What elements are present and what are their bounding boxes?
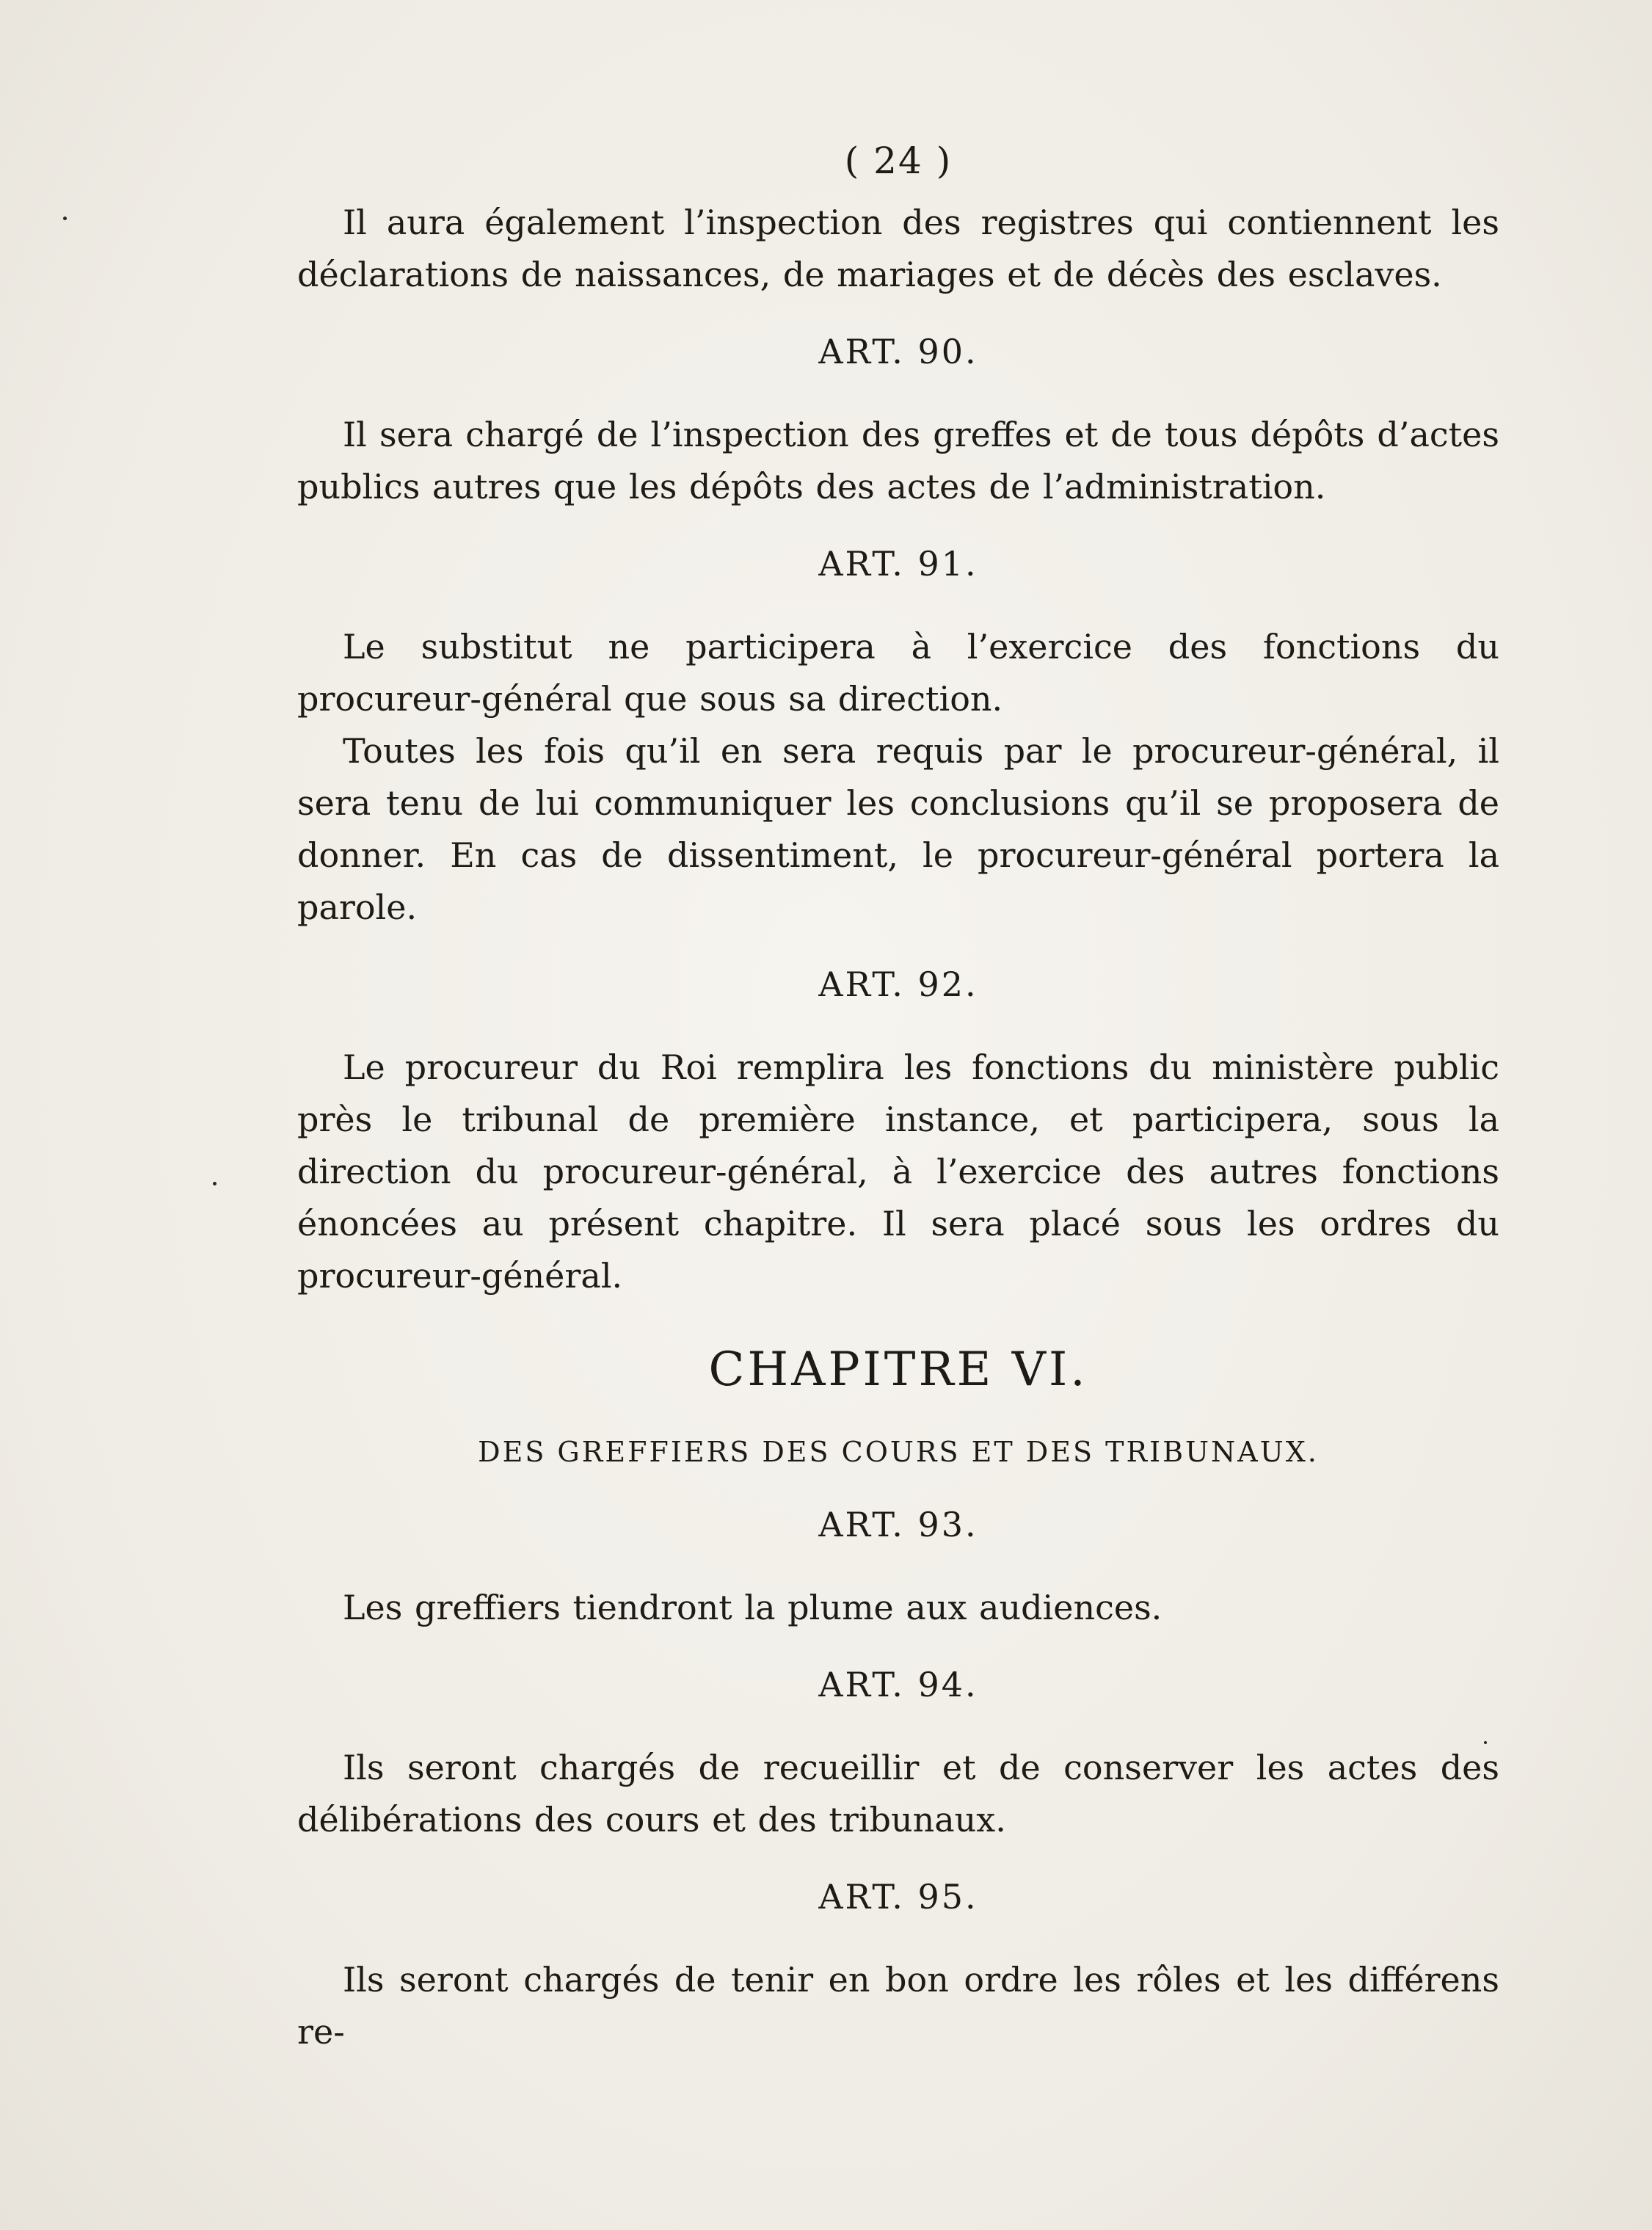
chapter-title: CHAPITRE VI. [708, 1343, 1088, 1397]
ink-speck [63, 217, 67, 220]
paragraph-roles: Ils seront chargés de tenir en bon ordre les rôles et les différens re- [297, 1960, 1499, 2052]
article-heading-90: ART. 90. [818, 332, 978, 371]
page-number: ( 24 ) [844, 139, 953, 182]
paragraph-conclusions: Toutes les fois qu’il en sera requis par le procureur-général, il sera tenu de lui communiquer les conclusions qu’il se proposera de donner. En cas de dissentiment, le procureur-général portera la parole. [297, 731, 1499, 927]
article-heading-91: ART. 91. [818, 544, 978, 584]
article-heading-92: ART. 92. [818, 965, 978, 1004]
article-heading-94: ART. 94. [818, 1665, 978, 1704]
paragraph-inspection-greffes: Il sera chargé de l’inspection des greffes et de tous dépôts d’actes publics autres que les dépôts des actes de l’administration. [297, 415, 1499, 506]
chapter-subtitle: DES GREFFIERS DES COURS ET DES TRIBUNAUX. [478, 1436, 1319, 1468]
text-column [297, 139, 1499, 2058]
paragraph-inspection-registres: Il aura également l’inspection des registres qui contiennent les déclarations de naissances, de mariages et de décès des esclaves. [297, 203, 1499, 294]
paragraph-greffiers-plume: Les greffiers tiendront la plume aux audiences. [343, 1588, 1162, 1627]
paragraph-procureur-du-roi: Le procureur du Roi remplira les fonctions du ministère public près le tribunal de première instance, et participera, sous la direction du procureur-général, à l’exercice des autres fonctions énoncées au présent chapitre. Il sera placé sous les ordres du procureur-général. [297, 1047, 1499, 1296]
paragraph-recueillir-actes: Ils seront chargés de recueillir et de conserver les actes des délibérations des cours et des tribunaux. [297, 1748, 1499, 1839]
ink-speck [1484, 1741, 1487, 1744]
ink-speck [213, 1182, 216, 1185]
paragraph-substitut: Le substitut ne participera à l’exercice des fonctions du procureur-général que sous sa direction. [297, 627, 1499, 719]
article-heading-95: ART. 95. [818, 1877, 978, 1917]
article-heading-93: ART. 93. [818, 1505, 978, 1544]
